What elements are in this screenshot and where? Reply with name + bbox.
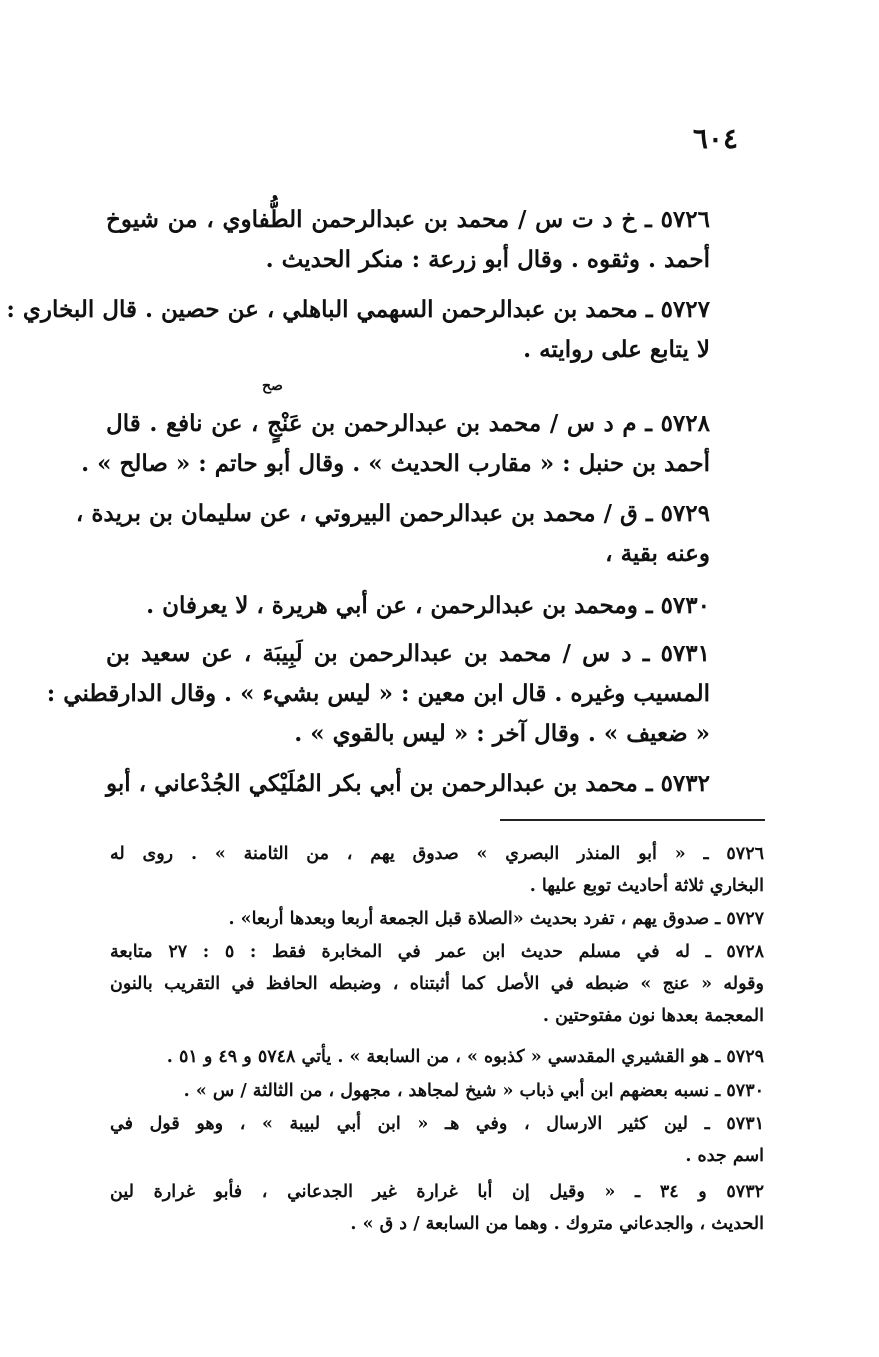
footnote-line: ٥٧٣٠ ـ نسبه بعضهم ابن أبي ذباب « شيخ لمجاهد ، مجهول ، من الثالثة / س » . [183, 1081, 764, 1101]
entry-line: ٥٧٢٩ ـ ق / محمد بن عبدالرحمن البيروتي ، عن سليمان بن بريدة ، [75, 500, 710, 527]
footnote-line: المعجمة بعدها نون مفتوحتين . [542, 1006, 764, 1026]
footnote-line: ٥٧٣٢ و ٣٤ ـ « وقيل إن أبا غرارة غير الجدعاني ، فأبو غرارة لين [110, 1182, 764, 1202]
entry-line: ٥٧٢٨ ـ م د س / محمد بن عبدالرحمن بن عَنْجٍ ، عن نافع . قال [106, 410, 710, 437]
footnote-line: الحديث ، والجدعاني متروك . وهما من السابعة / د ق » . [350, 1214, 764, 1234]
footnote-line: ٥٧٢٦ ـ « أبو المنذر البصري » صدوق يهم ، من الثامنة » . روى له [110, 844, 764, 864]
footnote-5731 [110, 1108, 764, 1172]
entry-line: ٥٧٣١ ـ د س / محمد بن عبدالرحمن بن لَبِيبَة ، عن سعيد بن [106, 640, 710, 667]
footnote-5727 [110, 903, 764, 935]
footnote-divider [500, 819, 765, 821]
page-number: ٦٠٤ [692, 122, 738, 155]
footnote-line: ٥٧٢٧ ـ صدوق يهم ، تفرد بحديث «الصلاة قبل الجمعة أربعا وبعدها أربعا» . [228, 909, 764, 929]
footnote-line: ٥٧٣١ ـ لين كثير الارسال ، وفي هـ « ابن أبي لبيبة » ، وهو قول في [110, 1114, 764, 1134]
footnote-line: وقوله « عنج » ضبطه في الأصل كما أثبتناه ، وضبطه الحافظ في التقريب بالنون [110, 974, 764, 994]
entry-line: وعنه بقية ، [605, 540, 710, 567]
entry-5730 [106, 586, 710, 626]
entry-line: المسيب وغيره . قال ابن معين : « ليس بشيء » . وقال الدارقطني : [46, 680, 710, 707]
footnote-line: البخاري ثلاثة أحاديث توبع عليها . [529, 876, 764, 896]
footnote-line: ٥٧٢٩ ـ هو القشيري المقدسي « كذبوه » ، من السابعة » . يأتي ٥٧٤٨ و ٤٩ و ٥١ . [166, 1047, 764, 1067]
footnote-5726 [110, 838, 764, 902]
entry-line: ٥٧٣٠ ـ ومحمد بن عبدالرحمن ، عن أبي هريرة ، لا يعرفان . [146, 592, 710, 619]
entry-5727 [6, 290, 710, 370]
footnote-line: ٥٧٢٨ ـ له في مسلم حديث ابن عمر في المخابرة فقط : ٥ : ٢٧ متابعة [110, 942, 764, 962]
footnote-line: اسم جده . [685, 1146, 764, 1166]
entry-5728 [81, 404, 710, 484]
footnote-5730 [110, 1075, 764, 1107]
entry-line: « ضعيف » . وقال آخر : « ليس بالقوي » . [294, 720, 710, 747]
entry-5729 [75, 494, 710, 574]
sah-mark: صح [262, 378, 283, 394]
entry-5726 [106, 200, 710, 280]
entry-line: أحمد بن حنبل : « مقارب الحديث » . وقال أبو حاتم : « صالح » . [81, 450, 710, 477]
entry-line: ٥٧٢٧ ـ محمد بن عبدالرحمن السهمي الباهلي ، عن حصين . قال البخاري : [6, 296, 710, 323]
entry-5731 [46, 634, 710, 754]
entry-line: لا يتابع على روايته . [523, 336, 710, 363]
entry-line: ٥٧٣٢ ـ محمد بن عبدالرحمن بن أبي بكر المُلَيْكي الجُدْعاني ، أبو [105, 770, 710, 797]
entry-line: ٥٧٢٦ ـ خ د ت س / محمد بن عبدالرحمن الطُّفاوي ، من شيوخ [106, 206, 710, 233]
entry-5732 [106, 764, 710, 804]
footnote-5728 [110, 936, 764, 1032]
footnote-5732 [110, 1176, 764, 1240]
footnote-5729 [110, 1041, 764, 1073]
entry-line: أحمد . وثقوه . وقال أبو زرعة : منكر الحديث . [265, 246, 710, 273]
